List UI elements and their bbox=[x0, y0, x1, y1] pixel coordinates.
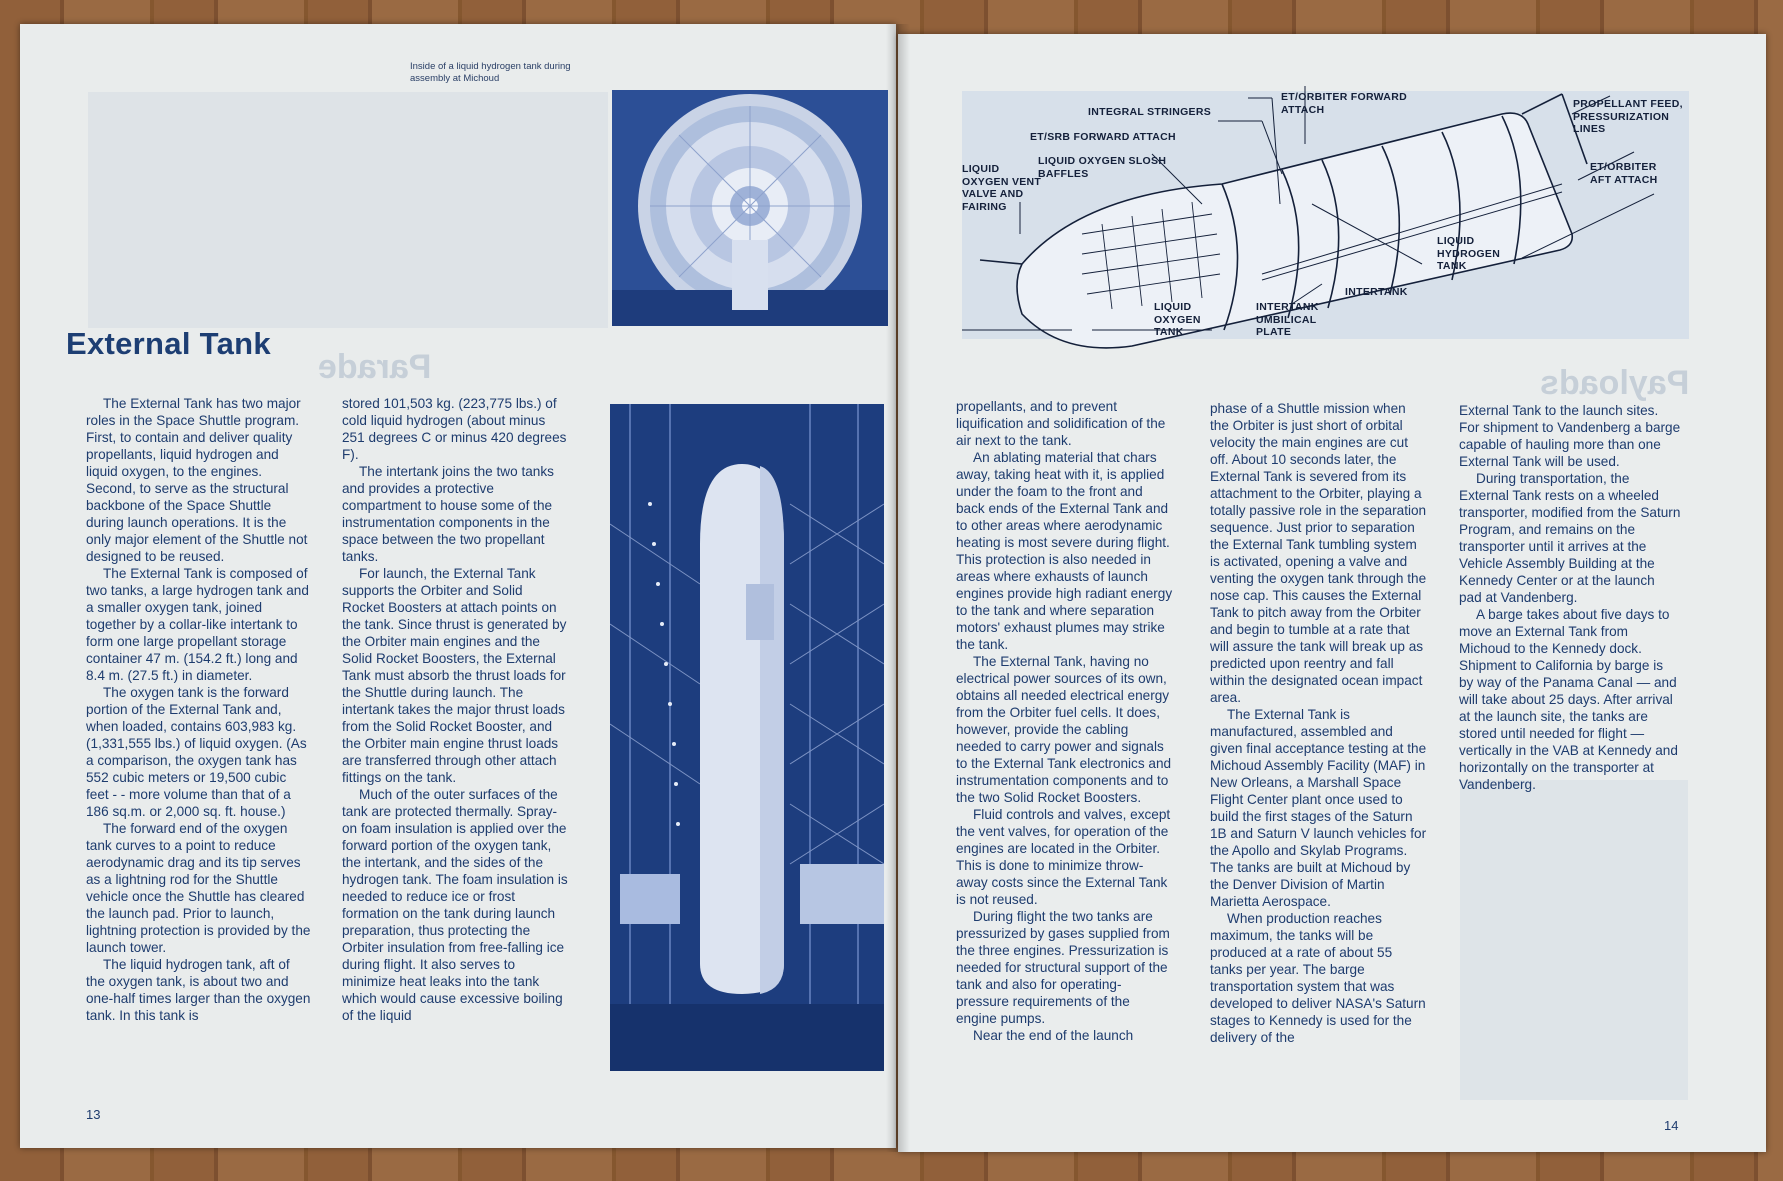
label-lh2-tank: LIQUID HYDROGEN TANK bbox=[1437, 235, 1501, 272]
paragraph: During flight the two tanks are pressurized by gases supplied from the three engines. Pressurization is needed for structural support of the tank and also for operating-pressure requirements of the engine pumps. bbox=[956, 909, 1170, 1026]
show-through-heading: Parade bbox=[318, 348, 432, 386]
paragraph: The oxygen tank is the forward portion of the External Tank and, when loaded, contains 603,983 kg. (1,331,555 lbs.) of liquid oxygen. (As a comparison, the oxygen tank has 552 cubic meters or 19,500 cubic feet - - more volume than that of a 186 sq.m. or 2,000 sq. ft. house.) bbox=[86, 685, 307, 819]
right-column-1 bbox=[956, 398, 1174, 1044]
paragraph: A barge takes about five days to move an External Tank from Michoud to the Kennedy dock. Shipment to California by barge is by way of the Panama Canal — and will take about 25 days. After arrival at the launch site, the tanks are stored until needed for flight — vertically in the VAB at Kennedy and horizontally on the transporter at Vandenberg. bbox=[1459, 607, 1678, 792]
show-through-heading: Payloads bbox=[1540, 364, 1690, 402]
label-intertank: INTERTANK bbox=[1345, 286, 1408, 298]
paragraph: For launch, the External Tank supports the Orbiter and Solid Rocket Boosters at attach points on the tank. Since thrust is generated by the Orbiter main engines and the Solid Rocket Boosters, the External Tank must absorb the thrust loads for the Shuttle during launch. The intertank takes the major thrust loads from the Solid Rocket Booster, and the Orbiter main engine thrust loads are transferred through other attach fittings on the tank. bbox=[342, 566, 567, 785]
paragraph: The intertank joins the two tanks and provides a protective compartment to house some of the instrumentation components in the space between the two propellant tanks. bbox=[342, 464, 554, 564]
paragraph: External Tank to the launch sites. For shipment to Vandenberg a barge capable of hauling more than one External Tank will be used. bbox=[1459, 403, 1681, 469]
paragraph: Fluid controls and valves, except the vent valves, for operation of the engines are located in the Orbiter. This is done to minimize throw-away costs since the External Tank is not reused. bbox=[956, 807, 1171, 907]
label-lox-tank: LIQUID OXYGEN TANK bbox=[1154, 301, 1201, 338]
right-column-3 bbox=[1459, 402, 1681, 793]
book-spine bbox=[886, 24, 910, 1152]
paragraph: The External Tank is composed of two tanks, a large hydrogen tank and a smaller oxygen tank, joined together by a collar-like intertank to form one large propellant storage container 47 m. (154.2 ft.) long and 8.4 m. (27.5 ft.) in diameter. bbox=[86, 566, 309, 683]
paragraph: The liquid hydrogen tank, aft of the oxygen tank, is about two and one-half times larger than the oxygen tank. In this tank is bbox=[86, 957, 311, 1023]
paragraph: stored 101,503 kg. (223,775 lbs.) of cold liquid hydrogen (about minus 251 degrees C or minus 420 degrees F). bbox=[342, 396, 567, 462]
paragraph: When production reaches maximum, the tanks will be produced at a rate of about 55 tanks per year. The barge transportation system that was developed to deliver NASA's Saturn stages to Kennedy is used for the delivery of the bbox=[1210, 911, 1426, 1045]
paragraph: The forward end of the oxygen tank curves to a point to reduce aerodynamic drag and its tip serves as a lightning rod for the Shuttle vehicle once the Shuttle has cleared the launch pad. Prior to launch, lightning protection is provided by the launch tower. bbox=[86, 821, 311, 955]
page-number-left: 13 bbox=[86, 1107, 101, 1122]
left-column-1 bbox=[86, 395, 312, 1024]
right-column-2 bbox=[1210, 400, 1428, 1046]
photo-caption: Inside of a liquid hydrogen tank during assembly at Michoud bbox=[410, 61, 571, 84]
label-propellant-feed: PROPELLANT FEED, PRESSURIZATION LINES bbox=[1573, 98, 1683, 135]
paragraph: propellants, and to prevent liquification and solidification of the air next to the tank. bbox=[956, 399, 1166, 448]
label-lox-slosh-baffles: LIQUID OXYGEN SLOSH BAFFLES bbox=[1038, 155, 1167, 180]
paragraph: Much of the outer surfaces of the tank are protected thermally. Spray-on foam insulation is applied over the forward portion of the oxygen tank, the intertank, and the sides of the hydrogen tank. The foam insulation is needed to reduce ice or frost formation on the tank during launch preparation, thus protecting the Orbiter insulation from free-falling ice during flight. It also serves to minimize heat leaks into the tank which would cause excessive boiling of the liquid bbox=[342, 787, 568, 1023]
label-integral-stringers: INTEGRAL STRINGERS bbox=[1088, 106, 1212, 118]
show-through-image bbox=[1460, 780, 1688, 1100]
label-lox-vent-valve: LIQUID OXYGEN VENT VALVE AND FAIRING bbox=[962, 163, 1042, 213]
label-et-orbiter-forward-attach: ET/ORBITER FORWARD ATTACH bbox=[1281, 91, 1407, 116]
paragraph: An ablating material that chars away, taking heat with it, is applied under the foam to the front and back ends of the External Tank and to other areas where aerodynamic heating is most severe during flight. This protection is also needed in areas where exhausts of launch engines provide high radiant energy to the tank and where separation motors' exhaust plumes may strike the tank. bbox=[956, 450, 1173, 652]
paragraph: The External Tank has two major roles in the Space Shuttle program. First, to contain and deliver quality propellants, liquid hydrogen and liquid oxygen, to the engines. Second, to serve as the structural backbone of the Space Shuttle during launch operations. It is the only major element of the Shuttle not designed to be reused. bbox=[86, 396, 308, 564]
left-column-2 bbox=[342, 395, 568, 1024]
paragraph: Near the end of the launch bbox=[973, 1028, 1134, 1043]
show-through-image bbox=[88, 92, 608, 328]
paragraph: The External Tank is manufactured, assembled and given final acceptance testing at the Michoud Assembly Facility (MAF) in New Orleans, a Marshall Space Flight Center plant once used to build the first stages of the Saturn 1B and Saturn V launch vehicles for the Apollo and Skylab Programs. The tanks are built at Michoud by the Denver Division of Martin Marietta Aerospace. bbox=[1210, 707, 1427, 909]
paragraph: During transportation, the External Tank rests on a wheeled transporter, modified from the Saturn Program, and remains on the transporter until it arrives at the Vehicle Assembly Building at the Kennedy Center or at the launch pad at Vandenberg. bbox=[1459, 471, 1681, 605]
page-title: External Tank bbox=[66, 326, 271, 361]
paragraph: The External Tank, having no electrical power sources of its own, obtains all needed electrical energy from the Orbiter fuel cells. It does, however, provide the cabling needed to carry power and signals to the External Tank electronics and instrumentation components and to the two Solid Rocket Boosters. bbox=[956, 654, 1172, 805]
external-tank-photo bbox=[610, 404, 884, 1071]
label-et-orbiter-aft-attach: ET/ORBITER AFT ATTACH bbox=[1590, 161, 1658, 186]
label-intertank-umbilical-plate: INTERTANK UMBILICAL PLATE bbox=[1256, 301, 1319, 338]
label-et-srb-forward-attach: ET/SRB FORWARD ATTACH bbox=[1030, 131, 1176, 143]
paragraph: phase of a Shuttle mission when the Orbiter is just short of orbital velocity the main engines are cut off. About 10 seconds later, the External Tank is severed from its attachment to the Orbiter, playing a totally passive role in the separation sequence. Just prior to separation the External Tank tumbling system is activated, opening a valve and venting the oxygen tank through the nose cap. This causes the External Tank to pitch away from the Orbiter and begin to tumble at a rate that will assure the tank will break up as predicted upon reentry and fall within the designated ocean impact area. bbox=[1210, 401, 1427, 705]
page-number-right: 14 bbox=[1664, 1118, 1679, 1133]
tank-interior-photo bbox=[612, 90, 888, 326]
